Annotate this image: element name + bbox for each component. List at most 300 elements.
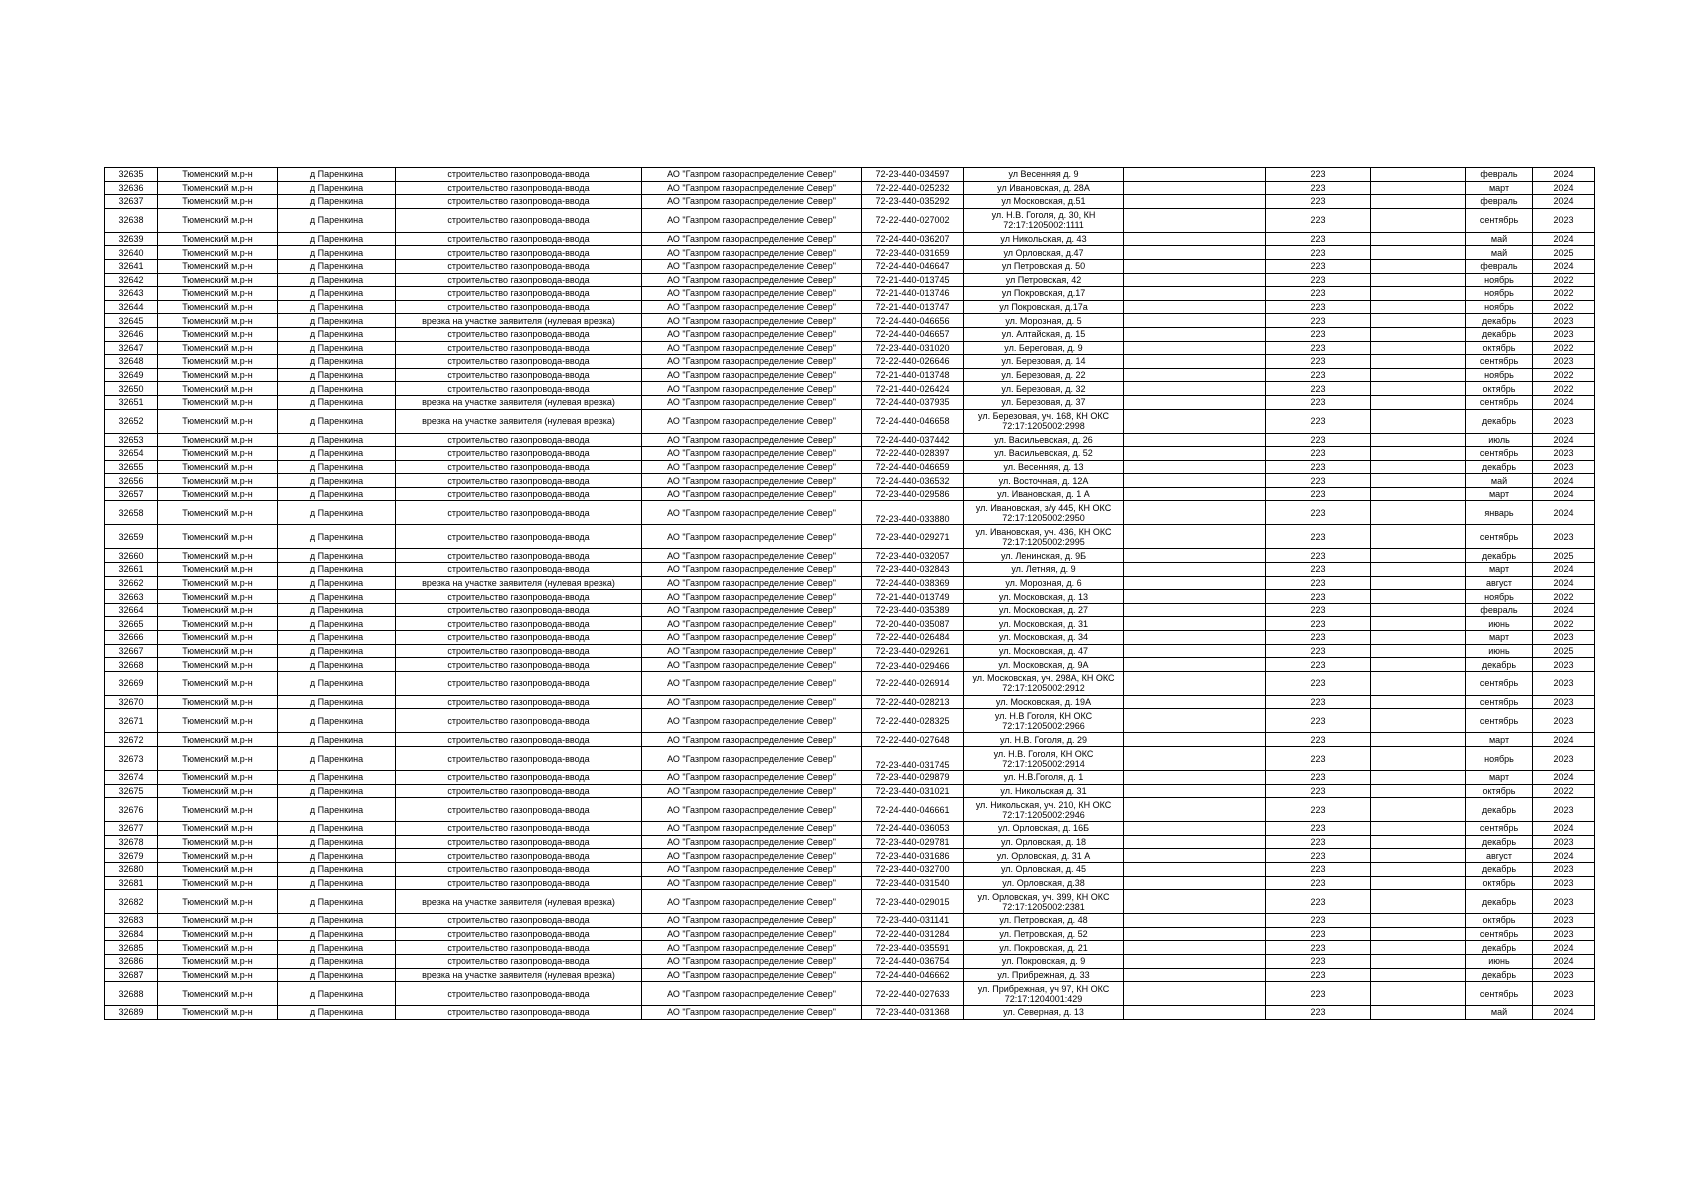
empty-cell (1124, 890, 1266, 914)
empty-cell (1124, 395, 1266, 409)
record-number-cell: 32684 (105, 927, 158, 941)
work-type-cell: строительство газопровода-ввода (396, 525, 642, 549)
empty-cell (1371, 835, 1466, 849)
request-number-cell: 72-24-440-046647 (862, 259, 964, 273)
record-number-cell: 32636 (105, 181, 158, 195)
empty-cell (1124, 259, 1266, 273)
district-cell: Тюменский м.р-н (158, 927, 278, 941)
month-cell: октябрь (1466, 914, 1533, 928)
district-cell: Тюменский м.р-н (158, 259, 278, 273)
empty-cell (1124, 968, 1266, 982)
table-row (105, 590, 1595, 604)
year-cell: 2023 (1533, 327, 1595, 341)
empty-cell (1124, 501, 1266, 525)
request-number-cell: 72-24-440-037442 (862, 433, 964, 447)
request-number-cell: 72-23-440-035591 (862, 941, 964, 955)
district-cell: Тюменский м.р-н (158, 447, 278, 461)
address-cell: ул. Березовая, уч. 168, КН ОКС 72:17:1205002:2998 (964, 409, 1124, 433)
table-row (105, 474, 1595, 488)
locality-cell: д Паренкина (278, 327, 396, 341)
district-cell: Тюменский м.р-н (158, 287, 278, 301)
locality-cell: д Паренкина (278, 246, 396, 260)
capacity-cell: 223 (1266, 835, 1371, 849)
locality-cell: д Паренкина (278, 822, 396, 836)
locality-cell: д Паренкина (278, 890, 396, 914)
record-number-cell: 32660 (105, 549, 158, 563)
record-number-cell: 32680 (105, 862, 158, 876)
empty-cell (1371, 208, 1466, 232)
table-row (105, 382, 1595, 396)
locality-cell: д Паренкина (278, 208, 396, 232)
locality-cell: д Паренкина (278, 195, 396, 209)
year-cell: 2022 (1533, 300, 1595, 314)
table-row (105, 1006, 1595, 1020)
empty-cell (1371, 982, 1466, 1006)
table-row (105, 876, 1595, 890)
capacity-cell: 223 (1266, 474, 1371, 488)
month-cell: январь (1466, 501, 1533, 525)
empty-cell (1371, 941, 1466, 955)
empty-cell (1371, 549, 1466, 563)
address-cell: ул. Береговая, д. 9 (964, 341, 1124, 355)
request-number-cell: 72-22-440-028397 (862, 447, 964, 461)
empty-cell (1371, 314, 1466, 328)
empty-cell (1124, 208, 1266, 232)
month-cell: сентябрь (1466, 447, 1533, 461)
district-cell: Тюменский м.р-н (158, 273, 278, 287)
district-cell: Тюменский м.р-н (158, 355, 278, 369)
organization-cell: АО "Газпром газораспределение Север" (642, 563, 862, 577)
table-body (105, 168, 1595, 1020)
address-cell: ул Петровская д. 50 (964, 259, 1124, 273)
organization-cell: АО "Газпром газораспределение Север" (642, 341, 862, 355)
empty-cell (1124, 382, 1266, 396)
record-number-cell: 32637 (105, 195, 158, 209)
table-row (105, 941, 1595, 955)
record-number-cell: 32663 (105, 590, 158, 604)
locality-cell: д Паренкина (278, 747, 396, 771)
locality-cell: д Паренкина (278, 914, 396, 928)
district-cell: Тюменский м.р-н (158, 658, 278, 672)
month-cell: сентябрь (1466, 695, 1533, 709)
record-number-cell: 32675 (105, 784, 158, 798)
table-row (105, 208, 1595, 232)
district-cell: Тюменский м.р-н (158, 954, 278, 968)
empty-cell (1124, 327, 1266, 341)
table-row (105, 563, 1595, 577)
work-type-cell: строительство газопровода-ввода (396, 460, 642, 474)
capacity-cell: 223 (1266, 246, 1371, 260)
district-cell: Тюменский м.р-н (158, 368, 278, 382)
month-cell: декабрь (1466, 658, 1533, 672)
month-cell: октябрь (1466, 382, 1533, 396)
empty-cell (1124, 300, 1266, 314)
year-cell: 2024 (1533, 576, 1595, 590)
month-cell: ноябрь (1466, 300, 1533, 314)
address-cell: ул. Орловская, д. 31 А (964, 849, 1124, 863)
empty-cell (1124, 603, 1266, 617)
organization-cell: АО "Газпром газораспределение Север" (642, 982, 862, 1006)
record-number-cell: 32659 (105, 525, 158, 549)
capacity-cell: 223 (1266, 617, 1371, 631)
table-row (105, 259, 1595, 273)
table-row (105, 982, 1595, 1006)
work-type-cell: строительство газопровода-ввода (396, 862, 642, 876)
address-cell: ул Покровская, д.17 (964, 287, 1124, 301)
capacity-cell: 223 (1266, 747, 1371, 771)
month-cell: февраль (1466, 603, 1533, 617)
month-cell: май (1466, 1006, 1533, 1020)
request-number-cell: 72-23-440-034597 (862, 168, 964, 182)
district-cell: Тюменский м.р-н (158, 631, 278, 645)
work-type-cell: строительство газопровода-ввода (396, 695, 642, 709)
empty-cell (1371, 784, 1466, 798)
address-cell: ул. Васильевская, д. 52 (964, 447, 1124, 461)
record-number-cell: 32657 (105, 487, 158, 501)
request-number-cell: 72-24-440-046657 (862, 327, 964, 341)
table-row (105, 355, 1595, 369)
capacity-cell: 223 (1266, 549, 1371, 563)
empty-cell (1371, 181, 1466, 195)
empty-cell (1124, 617, 1266, 631)
request-number-cell: 72-23-440-031745 (862, 747, 964, 771)
record-number-cell: 32654 (105, 447, 158, 461)
request-number-cell: 72-23-440-029466 (862, 658, 964, 672)
address-cell: ул. Петровская, д. 48 (964, 914, 1124, 928)
capacity-cell: 223 (1266, 876, 1371, 890)
empty-cell (1124, 822, 1266, 836)
record-number-cell: 32668 (105, 658, 158, 672)
month-cell: март (1466, 733, 1533, 747)
organization-cell: АО "Газпром газораспределение Север" (642, 968, 862, 982)
address-cell: ул. Морозная, д. 5 (964, 314, 1124, 328)
year-cell: 2023 (1533, 747, 1595, 771)
empty-cell (1371, 576, 1466, 590)
address-cell: ул. Весенняя, д. 13 (964, 460, 1124, 474)
capacity-cell: 223 (1266, 695, 1371, 709)
district-cell: Тюменский м.р-н (158, 474, 278, 488)
empty-cell (1124, 246, 1266, 260)
locality-cell: д Паренкина (278, 474, 396, 488)
table-row (105, 549, 1595, 563)
work-type-cell: строительство газопровода-ввода (396, 835, 642, 849)
capacity-cell: 223 (1266, 968, 1371, 982)
request-number-cell: 72-23-440-032843 (862, 563, 964, 577)
empty-cell (1124, 549, 1266, 563)
table-row (105, 501, 1595, 525)
year-cell: 2025 (1533, 246, 1595, 260)
locality-cell: д Паренкина (278, 835, 396, 849)
year-cell: 2022 (1533, 287, 1595, 301)
district-cell: Тюменский м.р-н (158, 849, 278, 863)
empty-cell (1124, 631, 1266, 645)
request-number-cell: 72-22-440-025232 (862, 181, 964, 195)
year-cell: 2024 (1533, 487, 1595, 501)
month-cell: декабрь (1466, 968, 1533, 982)
empty-cell (1124, 644, 1266, 658)
address-cell: ул Петровская, 42 (964, 273, 1124, 287)
capacity-cell: 223 (1266, 395, 1371, 409)
empty-cell (1371, 327, 1466, 341)
work-type-cell: строительство газопровода-ввода (396, 603, 642, 617)
district-cell: Тюменский м.р-н (158, 300, 278, 314)
work-type-cell: врезка на участке заявителя (нулевая врезка) (396, 968, 642, 982)
record-number-cell: 32653 (105, 433, 158, 447)
locality-cell: д Паренкина (278, 644, 396, 658)
record-number-cell: 32643 (105, 287, 158, 301)
month-cell: сентябрь (1466, 208, 1533, 232)
empty-cell (1124, 525, 1266, 549)
table-row (105, 327, 1595, 341)
address-cell: ул. Восточная, д. 12А (964, 474, 1124, 488)
district-cell: Тюменский м.р-н (158, 876, 278, 890)
organization-cell: АО "Газпром газораспределение Север" (642, 671, 862, 695)
month-cell: февраль (1466, 259, 1533, 273)
capacity-cell: 223 (1266, 784, 1371, 798)
month-cell: июль (1466, 433, 1533, 447)
request-number-cell: 72-23-440-029261 (862, 644, 964, 658)
capacity-cell: 223 (1266, 849, 1371, 863)
address-cell: ул Московская, д.51 (964, 195, 1124, 209)
record-number-cell: 32687 (105, 968, 158, 982)
record-number-cell: 32642 (105, 273, 158, 287)
organization-cell: АО "Газпром газораспределение Север" (642, 927, 862, 941)
request-number-cell: 72-22-440-027648 (862, 733, 964, 747)
address-cell: ул Ивановская, д. 28А (964, 181, 1124, 195)
table-row (105, 287, 1595, 301)
work-type-cell: строительство газопровода-ввода (396, 822, 642, 836)
address-cell: ул. Н.В. Гоголя, д. 30, КН 72:17:1205002:1111 (964, 208, 1124, 232)
empty-cell (1371, 644, 1466, 658)
empty-cell (1124, 1006, 1266, 1020)
organization-cell: АО "Газпром газораспределение Север" (642, 709, 862, 733)
capacity-cell: 223 (1266, 208, 1371, 232)
request-number-cell: 72-21-440-013749 (862, 590, 964, 604)
locality-cell: д Паренкина (278, 501, 396, 525)
capacity-cell: 223 (1266, 433, 1371, 447)
empty-cell (1124, 433, 1266, 447)
year-cell: 2023 (1533, 355, 1595, 369)
address-cell: ул. Орловская, д. 16Б (964, 822, 1124, 836)
organization-cell: АО "Газпром газораспределение Север" (642, 460, 862, 474)
organization-cell: АО "Газпром газораспределение Север" (642, 784, 862, 798)
request-number-cell: 72-24-440-036053 (862, 822, 964, 836)
work-type-cell: строительство газопровода-ввода (396, 982, 642, 1006)
year-cell: 2024 (1533, 1006, 1595, 1020)
district-cell: Тюменский м.р-н (158, 409, 278, 433)
year-cell: 2024 (1533, 733, 1595, 747)
year-cell: 2024 (1533, 195, 1595, 209)
month-cell: ноябрь (1466, 368, 1533, 382)
work-type-cell: строительство газопровода-ввода (396, 259, 642, 273)
district-cell: Тюменский м.р-н (158, 671, 278, 695)
organization-cell: АО "Газпром газораспределение Север" (642, 168, 862, 182)
address-cell: ул. Орловская, д. 18 (964, 835, 1124, 849)
district-cell: Тюменский м.р-н (158, 341, 278, 355)
district-cell: Тюменский м.р-н (158, 181, 278, 195)
address-cell: ул Никольская, д. 43 (964, 232, 1124, 246)
locality-cell: д Паренкина (278, 341, 396, 355)
month-cell: сентябрь (1466, 525, 1533, 549)
empty-cell (1371, 409, 1466, 433)
empty-cell (1371, 590, 1466, 604)
work-type-cell: строительство газопровода-ввода (396, 644, 642, 658)
record-number-cell: 32669 (105, 671, 158, 695)
empty-cell (1371, 927, 1466, 941)
table-row (105, 487, 1595, 501)
month-cell: сентябрь (1466, 395, 1533, 409)
work-type-cell: врезка на участке заявителя (нулевая врезка) (396, 576, 642, 590)
request-number-cell: 72-23-440-029015 (862, 890, 964, 914)
year-cell: 2024 (1533, 181, 1595, 195)
organization-cell: АО "Газпром газораспределение Север" (642, 876, 862, 890)
locality-cell: д Паренкина (278, 862, 396, 876)
request-number-cell: 72-22-440-031284 (862, 927, 964, 941)
district-cell: Тюменский м.р-н (158, 195, 278, 209)
year-cell: 2024 (1533, 232, 1595, 246)
year-cell: 2024 (1533, 474, 1595, 488)
district-cell: Тюменский м.р-н (158, 695, 278, 709)
table-row (105, 658, 1595, 672)
month-cell: декабрь (1466, 460, 1533, 474)
empty-cell (1124, 368, 1266, 382)
request-number-cell: 72-24-440-037935 (862, 395, 964, 409)
record-number-cell: 32688 (105, 982, 158, 1006)
capacity-cell: 223 (1266, 771, 1371, 785)
address-cell: ул. Покровская, д. 9 (964, 954, 1124, 968)
capacity-cell: 223 (1266, 631, 1371, 645)
address-cell: ул. Московская, д. 27 (964, 603, 1124, 617)
work-type-cell: строительство газопровода-ввода (396, 709, 642, 733)
locality-cell: д Паренкина (278, 576, 396, 590)
empty-cell (1124, 195, 1266, 209)
record-number-cell: 32662 (105, 576, 158, 590)
district-cell: Тюменский м.р-н (158, 168, 278, 182)
month-cell: сентябрь (1466, 355, 1533, 369)
organization-cell: АО "Газпром газораспределение Север" (642, 822, 862, 836)
record-number-cell: 32674 (105, 771, 158, 785)
organization-cell: АО "Газпром газораспределение Север" (642, 287, 862, 301)
table-row (105, 631, 1595, 645)
year-cell: 2022 (1533, 590, 1595, 604)
work-type-cell: строительство газопровода-ввода (396, 671, 642, 695)
work-type-cell: строительство газопровода-ввода (396, 501, 642, 525)
locality-cell: д Паренкина (278, 1006, 396, 1020)
empty-cell (1371, 501, 1466, 525)
record-number-cell: 32639 (105, 232, 158, 246)
record-number-cell: 32661 (105, 563, 158, 577)
organization-cell: АО "Газпром газораспределение Север" (642, 327, 862, 341)
month-cell: июнь (1466, 644, 1533, 658)
record-number-cell: 32638 (105, 208, 158, 232)
empty-cell (1124, 733, 1266, 747)
empty-cell (1124, 798, 1266, 822)
table-row (105, 232, 1595, 246)
month-cell: декабрь (1466, 862, 1533, 876)
year-cell: 2025 (1533, 549, 1595, 563)
capacity-cell: 223 (1266, 671, 1371, 695)
request-number-cell: 72-24-440-046656 (862, 314, 964, 328)
locality-cell: д Паренкина (278, 355, 396, 369)
work-type-cell: строительство газопровода-ввода (396, 876, 642, 890)
month-cell: декабрь (1466, 409, 1533, 433)
empty-cell (1371, 822, 1466, 836)
table-row (105, 168, 1595, 182)
table-row (105, 603, 1595, 617)
work-type-cell: строительство газопровода-ввода (396, 798, 642, 822)
locality-cell: д Паренкина (278, 631, 396, 645)
table-row (105, 460, 1595, 474)
locality-cell: д Паренкина (278, 954, 396, 968)
work-type-cell: строительство газопровода-ввода (396, 168, 642, 182)
address-cell: ул. Березовая, д. 37 (964, 395, 1124, 409)
empty-cell (1124, 914, 1266, 928)
request-number-cell: 72-24-440-046661 (862, 798, 964, 822)
district-cell: Тюменский м.р-н (158, 862, 278, 876)
request-number-cell: 72-24-440-036754 (862, 954, 964, 968)
request-number-cell: 72-23-440-031020 (862, 341, 964, 355)
work-type-cell: строительство газопровода-ввода (396, 747, 642, 771)
work-type-cell: строительство газопровода-ввода (396, 631, 642, 645)
month-cell: август (1466, 576, 1533, 590)
capacity-cell: 223 (1266, 590, 1371, 604)
year-cell: 2022 (1533, 273, 1595, 287)
year-cell: 2024 (1533, 259, 1595, 273)
address-cell: ул. Н.В.Гоголя, д. 1 (964, 771, 1124, 785)
organization-cell: АО "Газпром газораспределение Север" (642, 603, 862, 617)
capacity-cell: 223 (1266, 862, 1371, 876)
empty-cell (1371, 671, 1466, 695)
empty-cell (1124, 658, 1266, 672)
month-cell: февраль (1466, 195, 1533, 209)
table-row (105, 181, 1595, 195)
record-number-cell: 32667 (105, 644, 158, 658)
capacity-cell: 223 (1266, 460, 1371, 474)
organization-cell: АО "Газпром газораспределение Север" (642, 954, 862, 968)
data-sheet (104, 167, 1595, 1020)
empty-cell (1124, 771, 1266, 785)
empty-cell (1371, 1006, 1466, 1020)
request-number-cell: 72-20-440-035087 (862, 617, 964, 631)
request-number-cell: 72-22-440-027633 (862, 982, 964, 1006)
organization-cell: АО "Газпром газораспределение Север" (642, 747, 862, 771)
locality-cell: д Паренкина (278, 603, 396, 617)
organization-cell: АО "Газпром газораспределение Север" (642, 549, 862, 563)
capacity-cell: 223 (1266, 982, 1371, 1006)
locality-cell: д Паренкина (278, 590, 396, 604)
year-cell: 2023 (1533, 835, 1595, 849)
district-cell: Тюменский м.р-н (158, 460, 278, 474)
year-cell: 2023 (1533, 927, 1595, 941)
capacity-cell: 223 (1266, 341, 1371, 355)
work-type-cell: строительство газопровода-ввода (396, 368, 642, 382)
table-row (105, 835, 1595, 849)
address-cell: ул. Ивановская, д. 1 А (964, 487, 1124, 501)
work-type-cell: врезка на участке заявителя (нулевая врезка) (396, 890, 642, 914)
empty-cell (1371, 771, 1466, 785)
table-row (105, 576, 1595, 590)
organization-cell: АО "Газпром газораспределение Север" (642, 501, 862, 525)
address-cell: ул. Васильевская, д. 26 (964, 433, 1124, 447)
request-number-cell: 72-23-440-029879 (862, 771, 964, 785)
district-cell: Тюменский м.р-н (158, 590, 278, 604)
record-number-cell: 32666 (105, 631, 158, 645)
capacity-cell: 223 (1266, 603, 1371, 617)
table-row (105, 862, 1595, 876)
table-row (105, 784, 1595, 798)
table-row (105, 822, 1595, 836)
empty-cell (1371, 433, 1466, 447)
